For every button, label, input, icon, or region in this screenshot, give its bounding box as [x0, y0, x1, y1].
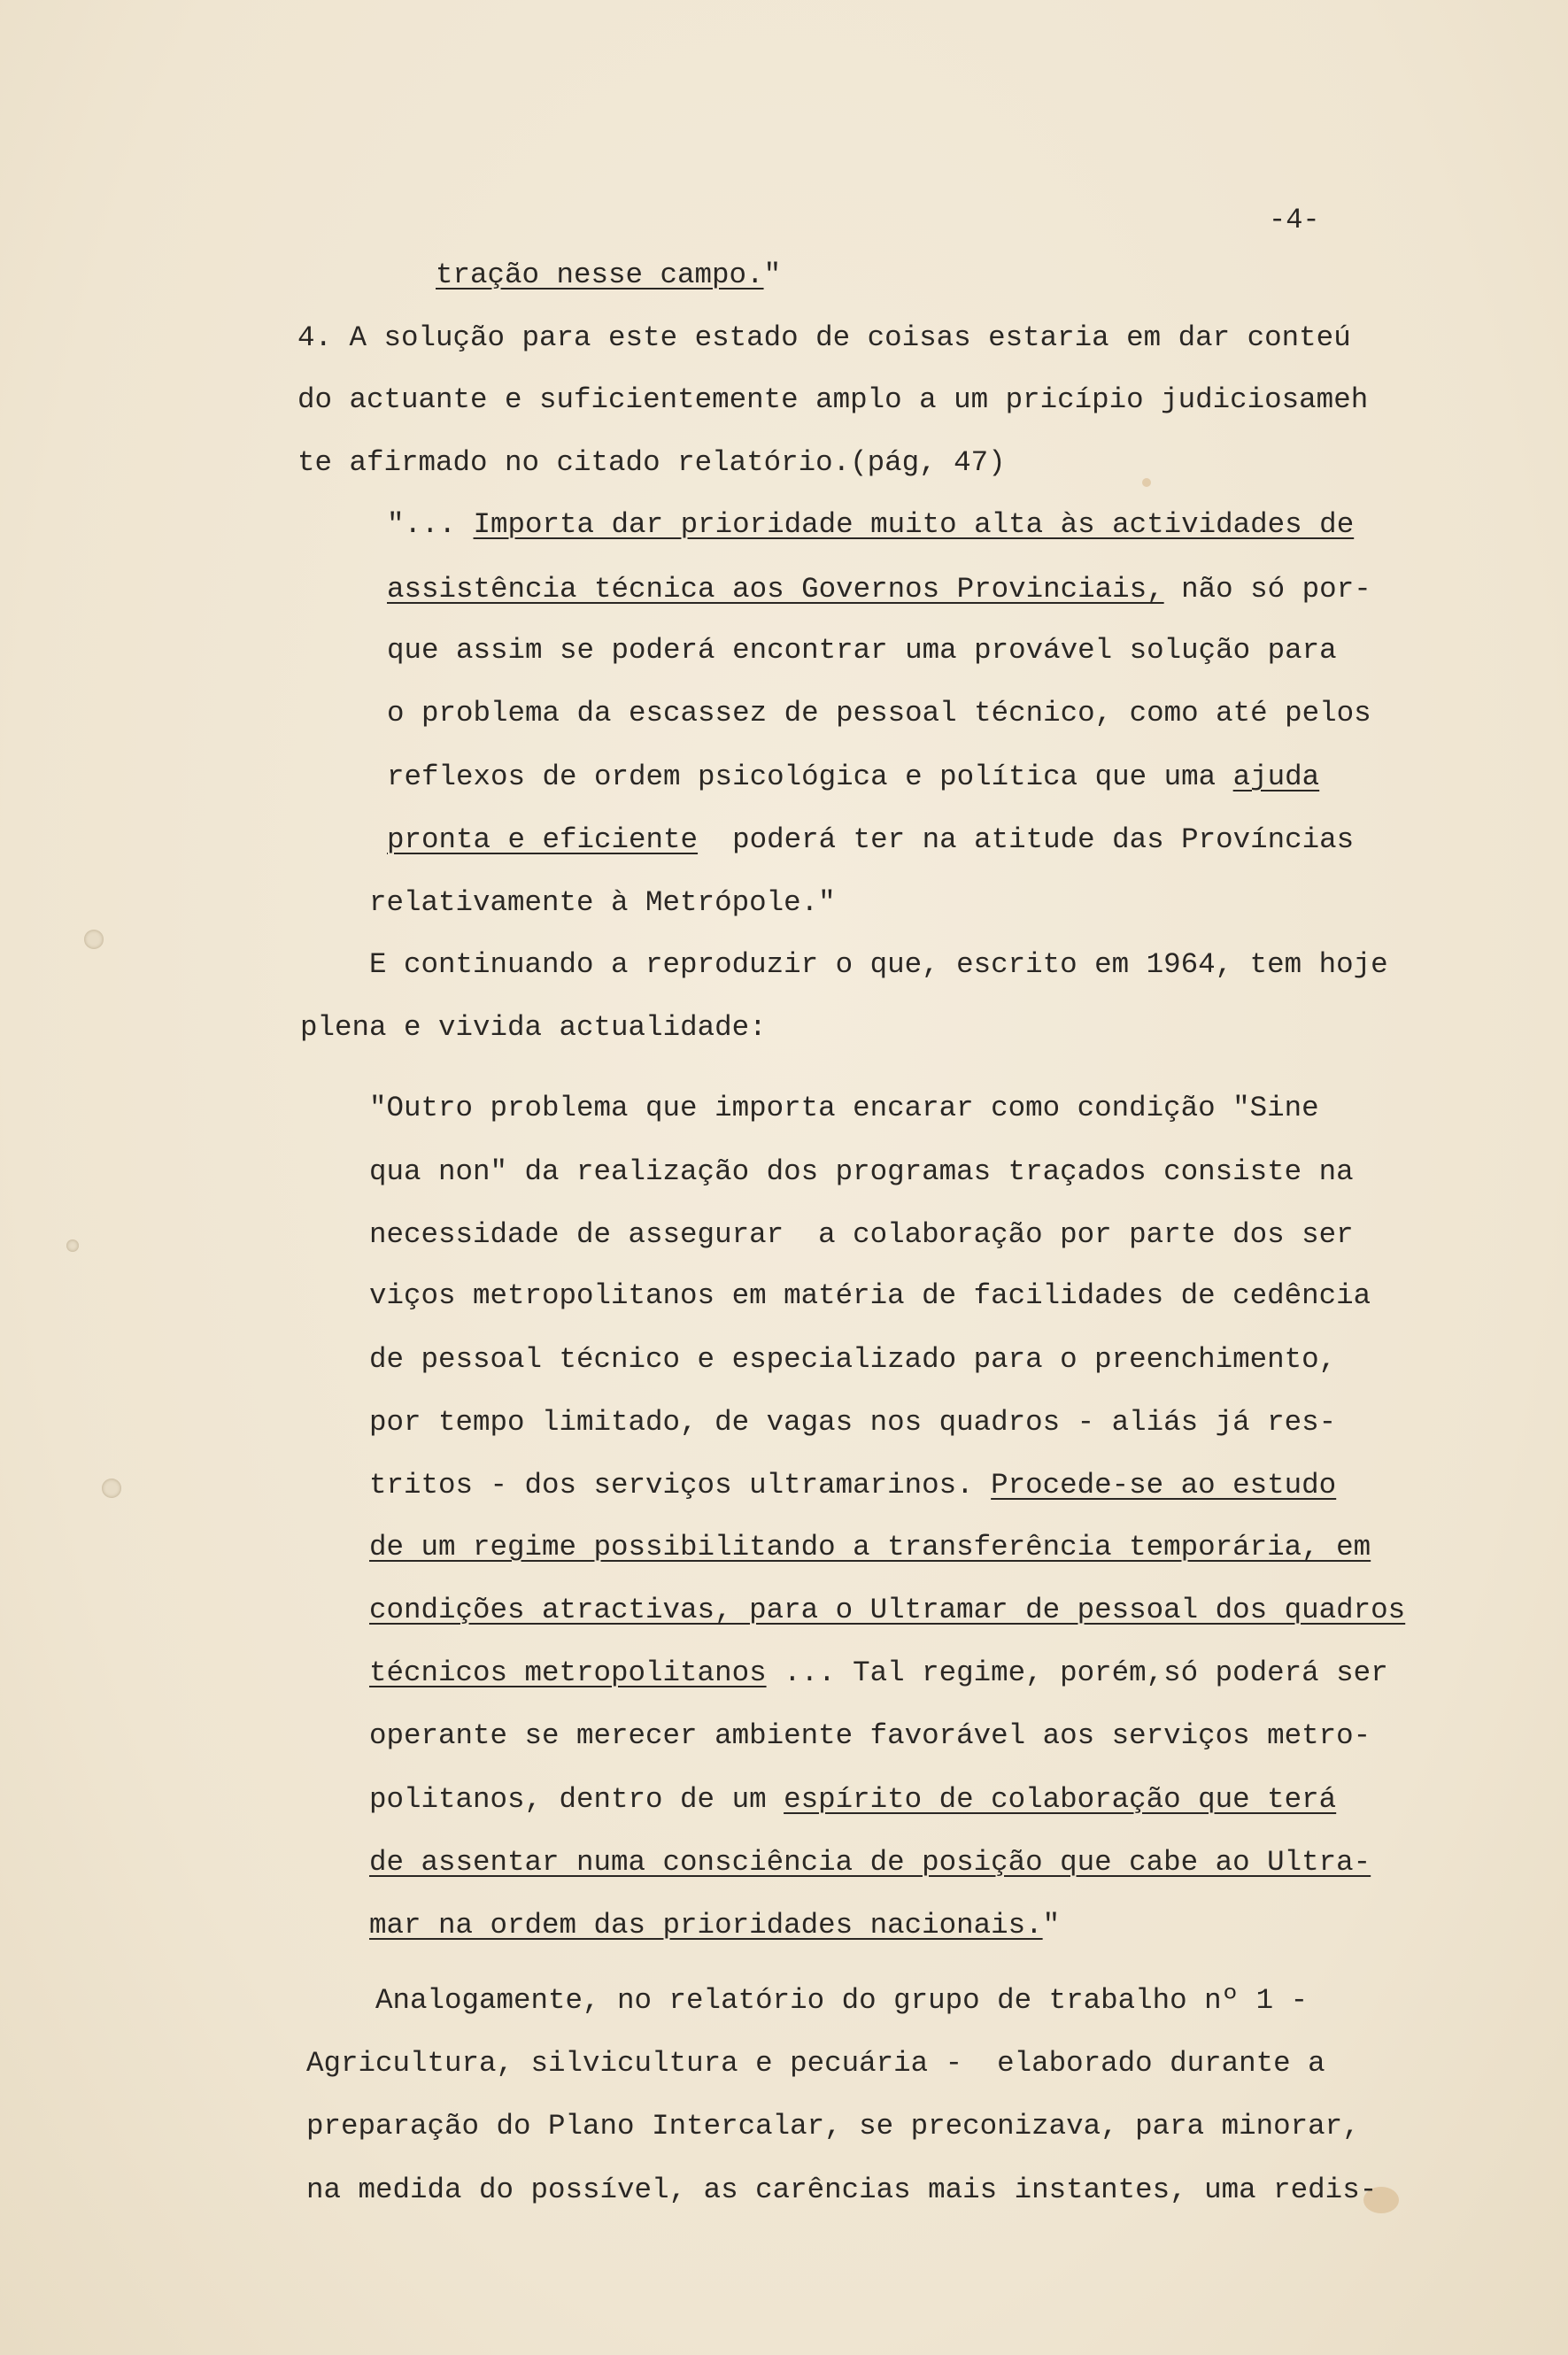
- text-line: [369, 1596, 1405, 1625]
- text-line: [369, 1279, 1371, 1312]
- text-line: [306, 2047, 1325, 2080]
- text-segment: plena e vivida actualidade:: [300, 1011, 767, 1044]
- text-segment: de pessoal técnico e especializado para o preenchimento,: [369, 1343, 1337, 1376]
- text-segment: do actuante e suficientemente amplo a um pricípio judiciosameh: [297, 383, 1369, 416]
- text-segment: preparação do Plano Intercalar, se preconizava, para minorar,: [306, 2110, 1360, 2143]
- text-line: [387, 699, 1371, 729]
- text-line: [375, 1984, 1309, 2017]
- text-line: [369, 1846, 1371, 1879]
- underlined-text: pronta e eficiente: [387, 823, 699, 856]
- text-line: [297, 383, 1369, 416]
- text-line: [369, 1719, 1371, 1752]
- stain: [1142, 478, 1151, 487]
- text-segment: "Outro problema que importa encarar como condição "Sine: [369, 1092, 1319, 1124]
- text-segment: relativamente à Metrópole.": [369, 886, 836, 919]
- text-line: [297, 446, 1006, 479]
- text-segment: ": [1042, 1909, 1061, 1942]
- text-line: [369, 1343, 1337, 1376]
- underlined-text: tração nesse campo.: [436, 259, 764, 291]
- text-line: [387, 634, 1337, 667]
- underlined-text: Importa dar prioridade muito alta às actividades de: [473, 508, 1355, 541]
- text-segment: reflexos de ordem psicológica e política que uma: [387, 761, 1233, 793]
- punch-hole: [84, 930, 104, 949]
- text-line: [387, 763, 1319, 792]
- text-segment: politanos, dentro de um: [369, 1783, 784, 1816]
- text-segment: E continuando a reproduzir o que, escrito em 1964, tem hoje: [369, 948, 1388, 981]
- text-segment: te afirmado no citado relatório.(pág, 47): [297, 446, 1006, 479]
- underlined-text: técnicos metropolitanos: [369, 1656, 767, 1689]
- text-segment: poderá ter na atitude das Províncias: [698, 823, 1355, 856]
- text-segment: necessidade de assegurar a colaboração por parte dos ser: [369, 1218, 1354, 1251]
- text-line: [436, 261, 781, 290]
- text-segment: viços metropolitanos em matéria de facilidades de cedência: [369, 1279, 1371, 1312]
- text-line: [369, 1155, 1354, 1188]
- text-line: [387, 508, 1355, 541]
- text-line: [387, 575, 1371, 605]
- text-segment: ... Tal regime, porém,só poderá ser: [766, 1656, 1388, 1689]
- text-segment: qua non" da realização dos programas traçados consiste na: [369, 1155, 1354, 1188]
- text-line: [306, 2112, 1360, 2142]
- text-segment: ": [763, 259, 782, 291]
- underlined-text: Procede-se ao estudo: [991, 1469, 1337, 1502]
- text-segment: Agricultura, silvicultura e pecuária - elaborado durante a: [306, 2047, 1325, 2080]
- text-line: [369, 1406, 1337, 1439]
- text-line: [369, 1094, 1319, 1123]
- underlined-text: assistência técnica aos Governos Provinciais,: [387, 573, 1164, 606]
- text-line: [369, 1783, 1337, 1816]
- text-segment: por tempo limitado, de vagas nos quadros - aliás já res-: [369, 1406, 1337, 1439]
- underlined-text: condições atractivas, para o Ultramar de pessoal dos quadros: [369, 1594, 1406, 1626]
- underlined-text: espírito de colaboração que terá: [784, 1783, 1337, 1816]
- text-line: [369, 1656, 1388, 1689]
- text-line: [369, 1911, 1060, 1941]
- text-segment: que assim se poderá encontrar uma provável solução para: [387, 634, 1337, 667]
- punch-hole: [66, 1239, 79, 1252]
- text-segment: operante se merecer ambiente favorável aos serviços metro-: [369, 1719, 1371, 1752]
- text-segment: "...: [387, 508, 474, 541]
- underlined-text: ajuda: [1232, 761, 1320, 793]
- text-line: [297, 321, 1351, 354]
- underlined-text: mar na ordem das prioridades nacionais.: [369, 1909, 1043, 1942]
- text-line: [369, 1471, 1336, 1501]
- text-segment: tritos - dos serviços ultramarinos.: [369, 1469, 992, 1502]
- text-line: [387, 823, 1355, 856]
- text-segment: o problema da escassez de pessoal técnico, como até pelos: [387, 697, 1371, 730]
- text-segment: 4. A solução para este estado de coisas estaria em dar conteú: [297, 321, 1351, 354]
- page-number: -4-: [1269, 204, 1320, 236]
- text-line: [300, 1011, 767, 1044]
- underlined-text: de um regime possibilitando a transferência temporária, em: [369, 1531, 1371, 1564]
- text-line: [306, 2176, 1377, 2205]
- text-line: [369, 1218, 1354, 1251]
- punch-hole: [102, 1479, 121, 1498]
- text-line: [369, 948, 1388, 981]
- text-line: [369, 1533, 1371, 1563]
- underlined-text: de assentar numa consciência de posição que cabe ao Ultra-: [369, 1846, 1371, 1879]
- text-segment: Analogamente, no relatório do grupo de trabalho nº 1 -: [375, 1984, 1309, 2017]
- text-segment: na medida do possível, as carências mais instantes, uma redis-: [306, 2174, 1378, 2206]
- text-segment: não só por-: [1163, 573, 1371, 606]
- text-line: [369, 886, 836, 919]
